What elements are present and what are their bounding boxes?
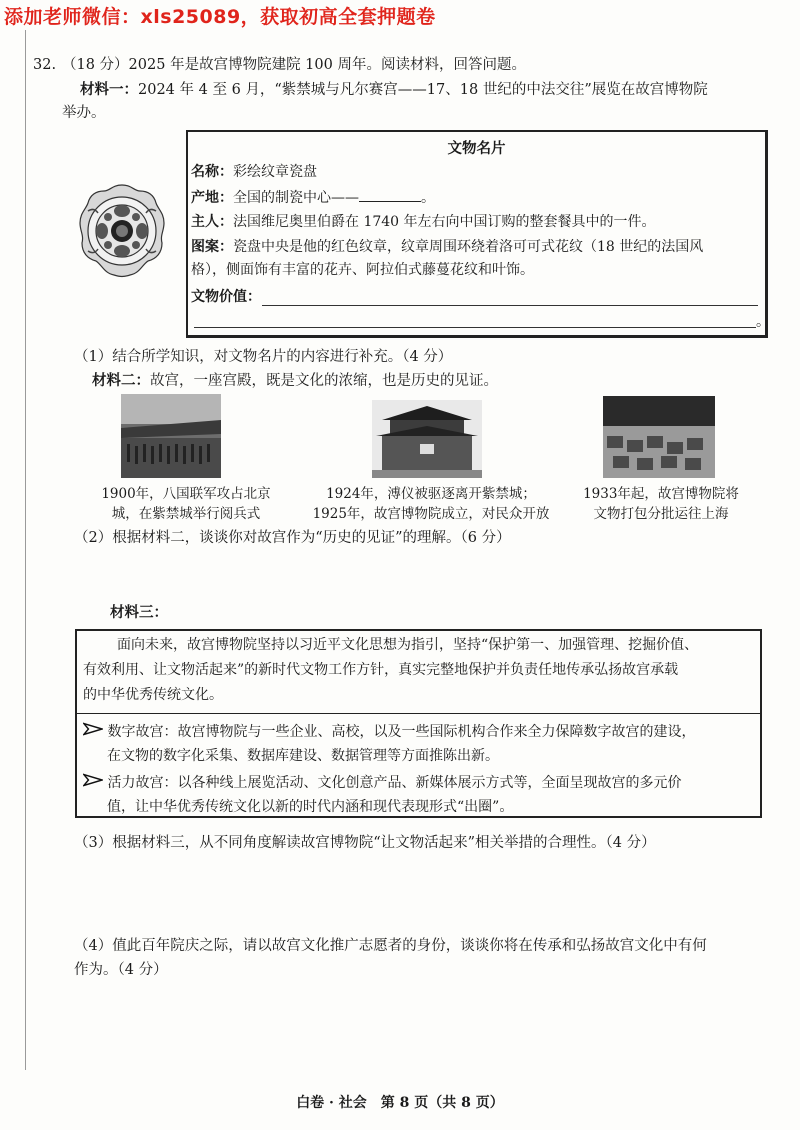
- card-origin-row: [191, 187, 435, 209]
- card-owner-label: 主人：: [191, 214, 233, 230]
- page-footer: 白卷 · 社会 第 8 页（共 8 页）: [296, 1095, 504, 1111]
- m3-paragraph-line3: 的中华优秀传统文化。: [83, 687, 223, 703]
- photo-1-caption: [86, 484, 286, 524]
- arrow-bullet-icon: [83, 722, 103, 736]
- question-2: （2）根据材料二，谈谈你对故宫作为“历史的见证”的理解。（6 分）: [74, 530, 511, 546]
- photo-2-caption: [296, 484, 566, 524]
- m3-vitality-line2: 值，让中华优秀传统文化以新的时代内涵和现代表现形式“出圈”。: [107, 799, 514, 815]
- photo-3-caption: [566, 484, 756, 524]
- photo-1925-museum: [372, 400, 482, 478]
- m3-bullet-vitality: [83, 771, 681, 796]
- card-name-label: 名称：: [191, 164, 233, 180]
- question-3: （3）根据材料三，从不同角度解读故宫博物院“让文物活起来”相关举措的合理性。（4 分）: [74, 835, 656, 851]
- m3-digital-line1: 数字故宫：故宫博物院与一些企业、高校，以及一些国际机构合作来全力保障数字故宫的建设，: [107, 724, 696, 740]
- photo-1933-relocation: [603, 396, 715, 478]
- card-name-row: [191, 162, 317, 183]
- card-pattern-label: 图案：: [191, 239, 233, 255]
- value-answer-line-1[interactable]: [262, 305, 758, 306]
- porcelain-plate-image: [74, 181, 170, 281]
- artifact-card-title: 文物名片: [447, 140, 506, 157]
- material-2-label: 材料二：: [92, 372, 150, 389]
- m3-bullet-digital: [83, 720, 695, 745]
- card-value-label: 文物价值：: [191, 289, 261, 305]
- card-owner-value: 法国维尼奥里伯爵在 1740 年左右向中国订购的整套餐具中的一件。: [233, 214, 656, 230]
- question-intro: （18 分）2025 年是故宫博物院建院 100 周年。阅读材料，回答问题。: [62, 57, 526, 73]
- card-name-value: 彩绘纹章瓷盘: [233, 164, 317, 180]
- photo-1-caption-line1: 1900年，八国联军攻占北京: [101, 486, 271, 502]
- m3-digital-line2: 在文物的数字化采集、数据库建设、数据管理等方面推陈出新。: [107, 748, 499, 764]
- margin-rule: [25, 30, 26, 1070]
- question-number: 32.: [33, 57, 57, 73]
- m3-paragraph-line2: 有效利用、让文物活起来”的新时代文物工作方针，真实完整地保护并负责任地传承弘扬故宫承载: [83, 662, 679, 678]
- m3-paragraph-line1: 面向未来，故宫博物院坚持以习近平文化思想为指引，坚持“保护第一、加强管理、挖掘价值、: [117, 637, 699, 653]
- question-4-line1: （4）值此百年院庆之际，请以故宫文化推广志愿者的身份，谈谈你将在传承和弘扬故宫文化中有何: [74, 938, 707, 954]
- card-owner-row: [191, 212, 656, 233]
- photo-3-caption-line1: 1933年起，故宫博物院将: [583, 486, 739, 502]
- artifact-card: [186, 130, 768, 338]
- material-2: [92, 370, 498, 392]
- photo-1900-parade: [121, 394, 221, 478]
- card-pattern-value-line1: 瓷盘中央是他的红色纹章，纹章周围环绕着洛可可式花纹（18 世纪的法国风: [233, 239, 704, 255]
- value-answer-line-2[interactable]: [194, 327, 756, 328]
- origin-answer-blank[interactable]: [359, 187, 421, 202]
- card-origin-label: 产地：: [191, 190, 233, 206]
- card-origin-value: 全国的制瓷中心——: [233, 190, 359, 206]
- material-1-text-line1: 2024 年 4 至 6 月，“紫禁城与凡尔赛宫——17、18 世纪的中法交往”展览在故宫博物院: [138, 82, 708, 98]
- photo-2-caption-line2: 1925年，故宫博物院成立，对民众开放: [312, 506, 550, 522]
- material-1-label: 材料一：: [80, 81, 138, 98]
- card-pattern-value-line2: 格），侧面饰有丰富的花卉、阿拉伯式藤蔓花纹和叶饰。: [191, 262, 534, 278]
- photo-2-caption-line1: 1924年，溥仪被驱逐离开紫禁城；: [326, 486, 536, 502]
- question-4-line2: 作为。（4 分）: [74, 962, 168, 978]
- material-3-box: [75, 629, 762, 818]
- material-1: [80, 79, 708, 101]
- card-pattern-row: [191, 237, 703, 258]
- card-value-end: 。: [756, 314, 770, 330]
- material-3-label: 材料三：: [110, 604, 168, 621]
- card-value-row: [191, 287, 261, 308]
- material-2-text: 故宫，一座宫殿，既是文化的浓缩，也是历史的见证。: [150, 373, 498, 389]
- card-origin-end: 。: [421, 190, 435, 206]
- watermark-text: 添加老师微信：xls25089，获取初高全套押题卷: [4, 6, 436, 28]
- arrow-bullet-icon: [83, 773, 103, 787]
- question-1: （1）结合所学知识，对文物名片的内容进行补充。（4 分）: [74, 349, 453, 365]
- m3-separator: [77, 713, 760, 714]
- material-1-text-line2: 举办。: [62, 105, 106, 121]
- photo-1-caption-line2: 城，在紫禁城举行阅兵式: [111, 506, 261, 522]
- m3-vitality-line1: 活力故宫：以各种线上展览活动、文化创意产品、新媒体展示方式等，全面呈现故宫的多元价: [107, 775, 682, 791]
- photo-3-caption-line2: 文物打包分批运往上海: [593, 506, 729, 522]
